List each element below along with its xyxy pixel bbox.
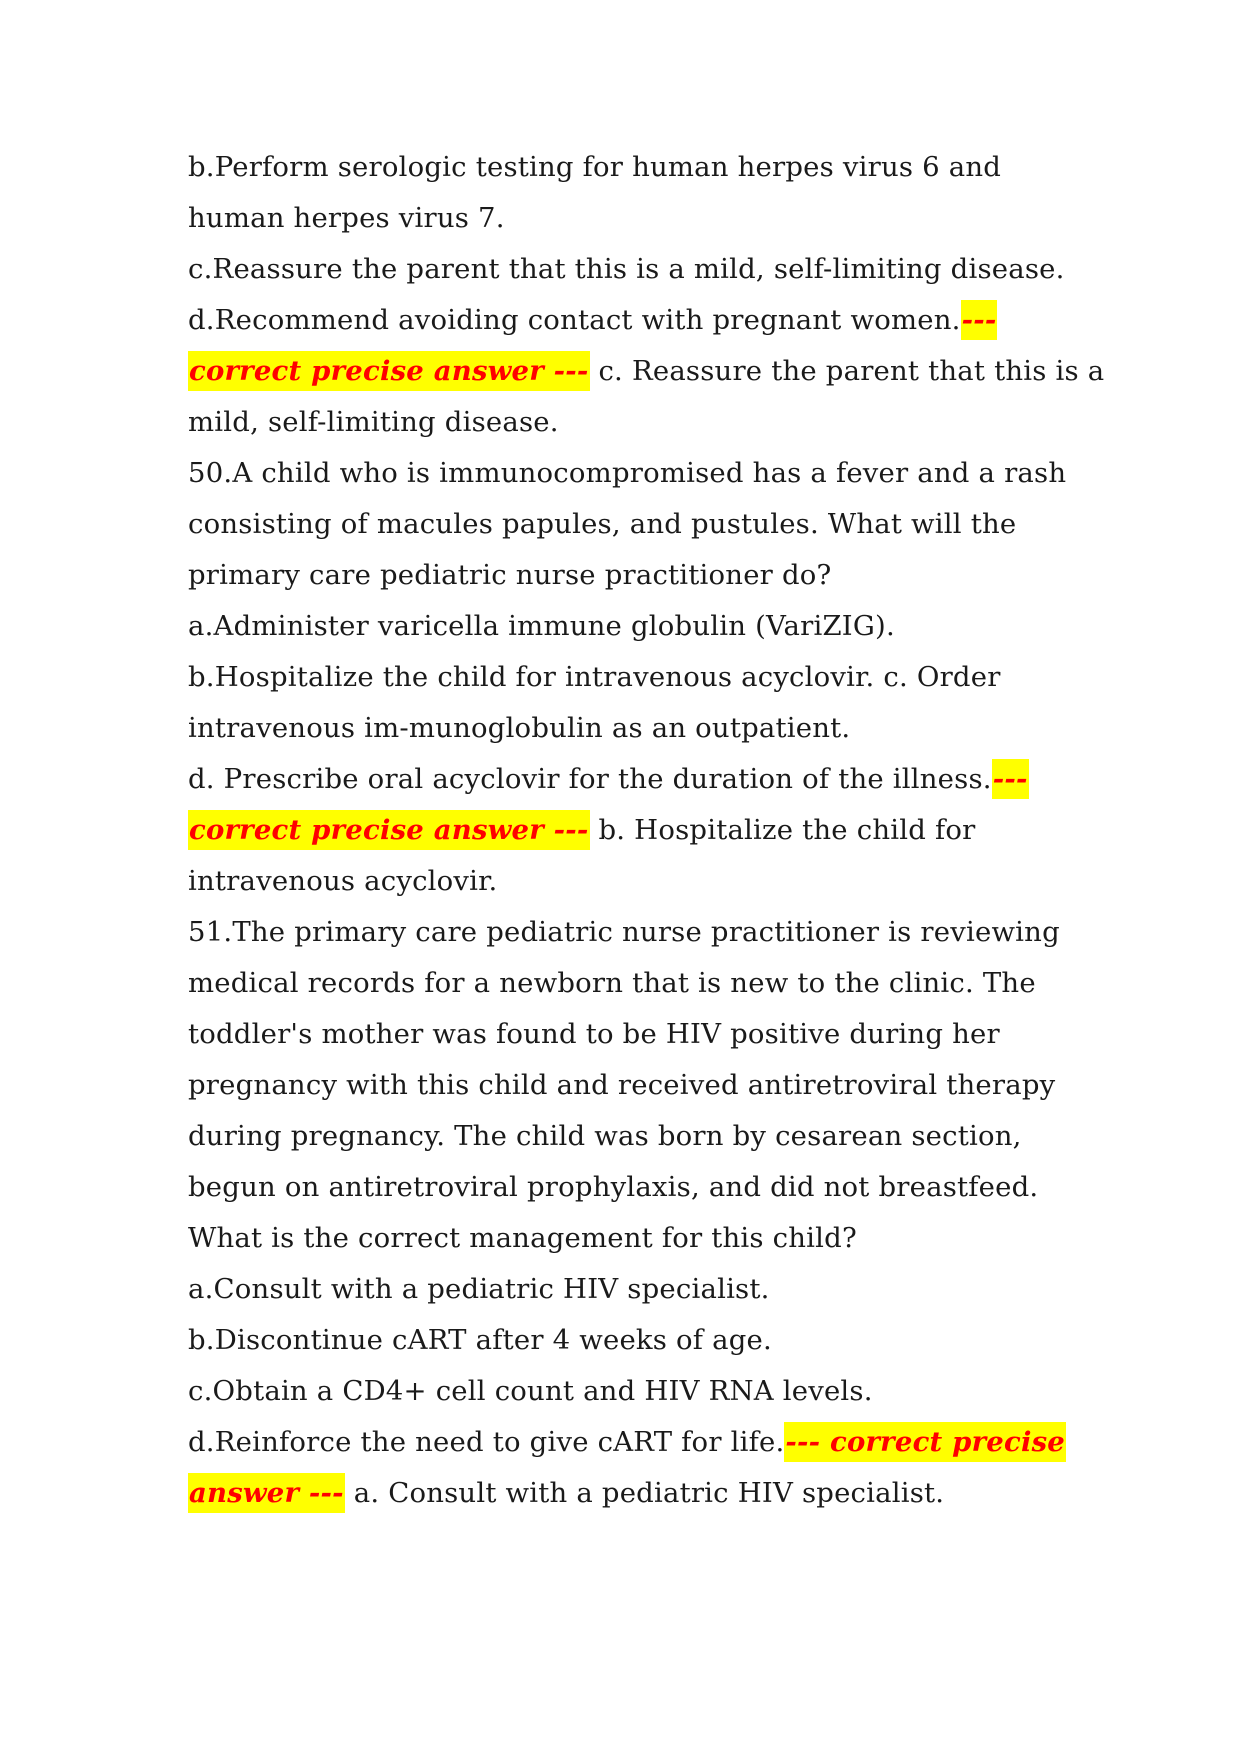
text-line [188,1468,1068,1519]
text-segment: intravenous acyclovir. [188,865,498,897]
text-segment: a.Consult with a pediatric HIV specialist. [188,1273,770,1305]
text-segment: b.Perform serologic testing for human herpes virus 6 and [188,151,1002,183]
text-segment: d.Reinforce the need to give cART for life. [188,1426,785,1458]
document-body [188,142,1105,1519]
text-line [188,1111,1068,1162]
text-line [188,703,1068,754]
text-segment: a. Consult with a pediatric HIV specialist. [344,1477,945,1509]
text-segment: 51.The primary care pediatric nurse practitioner is reviewing [188,916,1060,948]
text-segment: pregnancy with this child and received antiretroviral therapy [188,1069,1056,1101]
text-segment: mild, self-limiting disease. [188,406,559,438]
text-segment: a.Administer varicella immune globulin (VariZIG). [188,610,895,642]
text-segment: during pregnancy. The child was born by cesarean section, [188,1120,1022,1152]
answer-highlight: correct precise answer --- [188,351,590,391]
text-line [188,499,1068,550]
text-segment: primary care pediatric nurse practitioner do? [188,559,832,591]
text-segment: 50.A child who is immunocompromised has a fever and a rash [188,457,1067,489]
text-line [188,1009,1068,1060]
text-segment: c.Obtain a CD4+ cell count and HIV RNA levels. [188,1375,873,1407]
text-segment: consisting of macules papules, and pustules. What will the [188,508,1017,540]
text-line [188,1060,1068,1111]
text-line [188,856,1068,907]
text-segment: d. Prescribe oral acyclovir for the duration of the illness. [188,763,992,795]
text-line [188,805,1068,856]
text-segment: intravenous im-munoglobulin as an outpatient. [188,712,851,744]
text-segment: b. Hospitalize the child for [589,814,976,846]
text-line [188,295,1068,346]
text-line [188,397,1068,448]
text-line [188,754,1068,805]
text-line [188,601,1068,652]
text-line [188,346,1105,397]
text-segment: b.Hospitalize the child for intravenous acyclovir. c. Order [188,661,1001,693]
text-line [188,1264,1068,1315]
text-line [188,1213,1068,1264]
answer-highlight: --- [992,759,1029,799]
text-segment: d.Recommend avoiding contact with pregnant women. [188,304,961,336]
text-line [188,193,1068,244]
text-line [188,448,1068,499]
answer-highlight: answer --- [188,1473,345,1513]
text-line [188,907,1068,958]
text-segment: medical records for a newborn that is new to the clinic. The [188,967,1036,999]
text-segment: c. Reassure the parent that this is a [589,355,1105,387]
text-segment: toddler's mother was found to be HIV positive during her [188,1018,1000,1050]
text-line [188,958,1068,1009]
answer-highlight: --- correct precise [784,1422,1066,1462]
text-line [188,244,1068,295]
text-line [188,550,1068,601]
answer-highlight: --- [961,300,998,340]
text-line [188,142,1068,193]
text-segment: b.Discontinue cART after 4 weeks of age. [188,1324,772,1356]
answer-highlight: correct precise answer --- [188,810,590,850]
text-line [188,652,1068,703]
text-segment: human herpes virus 7. [188,202,505,234]
text-segment: What is the correct management for this child? [188,1222,857,1254]
text-line [188,1417,1068,1468]
text-segment: c.Reassure the parent that this is a mild, self-limiting disease. [188,253,1065,285]
text-line [188,1162,1068,1213]
text-segment: begun on antiretroviral prophylaxis, and did not breastfeed. [188,1171,1039,1203]
text-line [188,1315,1068,1366]
text-line [188,1366,1068,1417]
